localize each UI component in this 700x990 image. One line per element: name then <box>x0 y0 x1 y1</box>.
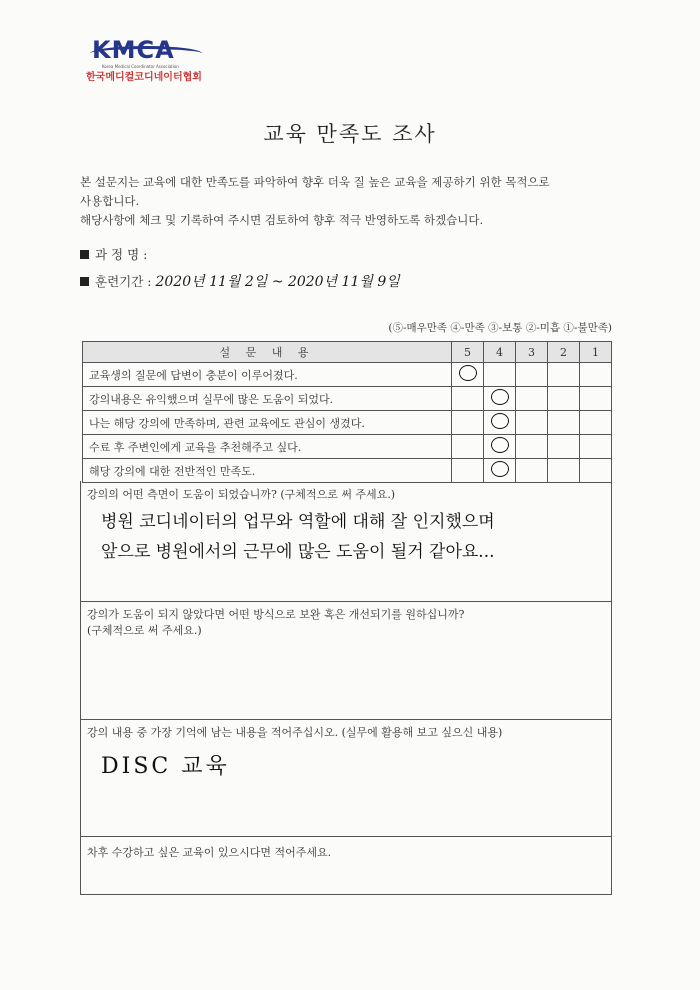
rating-table <box>82 341 612 483</box>
square-bullet-icon <box>80 250 89 259</box>
rating-table-header <box>83 342 612 363</box>
handwritten-answer-line: 앞으로 병원에서의 근무에 많은 도움이 될거 같아요... <box>101 542 495 562</box>
answer-cell-5[interactable] <box>452 387 484 411</box>
header-score-1: 1 <box>580 342 612 363</box>
answer-cell-3[interactable] <box>516 411 548 435</box>
answer-cell-2[interactable] <box>548 387 580 411</box>
intro-line-2: 사용합니다. <box>80 194 140 208</box>
course-name-label: 과 정 명 : <box>95 247 148 262</box>
answer-cell-4[interactable] <box>484 363 516 387</box>
table-row <box>83 435 612 459</box>
section-question: 강의 내용 중 가장 기억에 남는 내용을 적어주십시오. (실무에 활용해 보고 싶으신 내용) <box>87 726 503 739</box>
answer-cell-4[interactable] <box>484 459 516 483</box>
answer-cell-3[interactable] <box>516 363 548 387</box>
answer-cell-5[interactable] <box>452 435 484 459</box>
answer-cell-2[interactable] <box>548 411 580 435</box>
answer-cell-3[interactable] <box>516 435 548 459</box>
answer-cell-1[interactable] <box>580 411 612 435</box>
circle-mark-icon <box>491 461 509 477</box>
answer-cell-2[interactable] <box>548 435 580 459</box>
header-score-3: 3 <box>516 342 548 363</box>
answer-cell-1[interactable] <box>580 387 612 411</box>
row-question: 교육생의 질문에 답변이 충분이 이루어졌다. <box>83 363 452 387</box>
training-period-label: 훈련기간 : <box>95 274 152 289</box>
answer-cell-2[interactable] <box>548 363 580 387</box>
answer-cell-5[interactable] <box>452 459 484 483</box>
header-question: 설 문 내 용 <box>83 342 452 363</box>
section-question <box>87 607 464 639</box>
row-question: 수료 후 주변인에게 교육을 추천해주고 싶다. <box>83 435 452 459</box>
intro-line-1: 본 설문지는 교육에 대한 만족도를 파악하여 향후 더욱 질 높은 교육을 제공하기 위한 목적으로 <box>80 175 550 189</box>
table-row <box>83 411 612 435</box>
section-helpful-aspects[interactable] <box>80 481 612 602</box>
handwritten-answer-line: 병원 코디네이터의 업무와 역할에 대해 잘 인지했으며 <box>101 512 495 532</box>
answer-cell-4[interactable] <box>484 387 516 411</box>
course-name-row <box>80 245 147 263</box>
row-question: 나는 해당 강의에 만족하며, 관련 교육에도 관심이 생겼다. <box>83 411 452 435</box>
logo-org-name: 한국메디컬코디네이터협회 <box>86 72 202 83</box>
section-improvements[interactable] <box>80 601 612 720</box>
page-title: 교육 만족도 조사 <box>263 122 437 146</box>
section-question-line: (구체적으로 써 주세요.) <box>87 624 202 637</box>
row-question: 강의내용은 유익했으며 실무에 많은 도움이 되었다. <box>83 387 452 411</box>
handwritten-answer-line: DISC 교육 <box>101 754 230 779</box>
square-bullet-icon <box>80 277 89 286</box>
answer-cell-5[interactable] <box>452 411 484 435</box>
intro-line-3: 해당사항에 체크 및 기록하여 주시면 검토하여 향후 적극 반영하도록 하겠습니다. <box>80 213 484 227</box>
header-score-5: 5 <box>452 342 484 363</box>
rating-scale-note: (⑤-매우만족 ④-만족 ③-보통 ②-미흡 ①-불만족) <box>388 322 612 334</box>
answer-cell-4[interactable] <box>484 435 516 459</box>
section-most-memorable[interactable] <box>80 719 612 837</box>
table-row <box>83 363 612 387</box>
answer-cell-1[interactable] <box>580 459 612 483</box>
answer-cell-1[interactable] <box>580 435 612 459</box>
training-period-value: 2020년 11월 2일 ~ 2020년 11월 9일 <box>155 274 400 290</box>
circle-mark-icon <box>491 413 509 429</box>
logo-wordmark: KMCA <box>92 36 175 64</box>
table-row <box>83 387 612 411</box>
logo-subtitle: Korea Medical Coordinator Association <box>102 64 179 69</box>
answer-cell-5[interactable] <box>452 363 484 387</box>
kmca-logo <box>86 36 216 82</box>
section-future-courses[interactable] <box>80 836 612 895</box>
answer-cell-2[interactable] <box>548 459 580 483</box>
section-question: 강의의 어떤 측면이 도움이 되었습니까? (구체적으로 써 주세요.) <box>87 488 396 501</box>
row-question: 해당 강의에 대한 전반적인 만족도. <box>83 459 452 483</box>
answer-cell-3[interactable] <box>516 387 548 411</box>
header-score-2: 2 <box>548 342 580 363</box>
section-question: 차후 수강하고 싶은 교육이 있으시다면 적어주세요. <box>87 846 332 859</box>
answer-cell-4[interactable] <box>484 411 516 435</box>
circle-mark-icon <box>459 365 477 381</box>
circle-mark-icon <box>491 389 509 405</box>
section-question-line: 강의가 도움이 되지 않았다면 어떤 방식으로 보완 혹은 개선되기를 원하십니까? <box>87 608 465 621</box>
header-score-4: 4 <box>484 342 516 363</box>
table-row <box>83 459 612 483</box>
answer-cell-3[interactable] <box>516 459 548 483</box>
answer-cell-1[interactable] <box>580 363 612 387</box>
training-period-row <box>80 271 400 291</box>
circle-mark-icon <box>491 437 509 453</box>
